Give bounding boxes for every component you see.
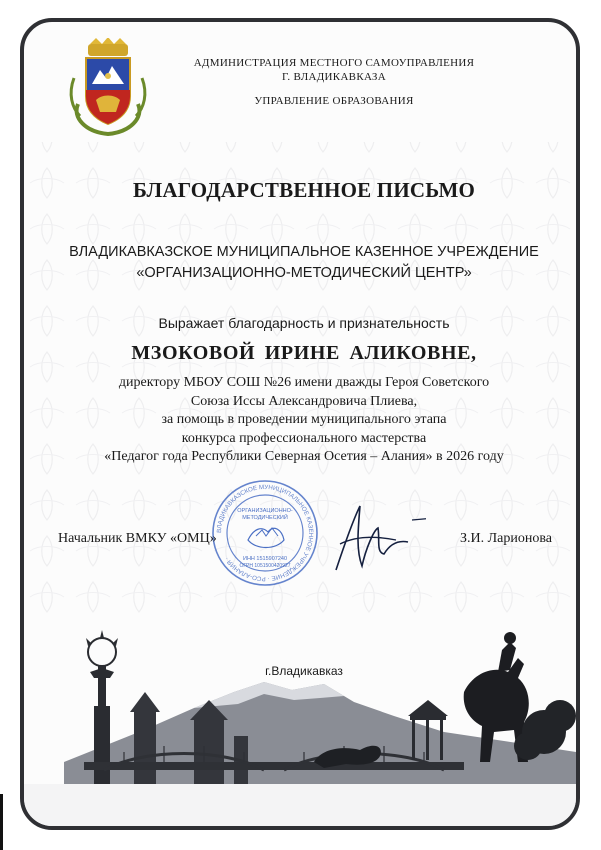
reason-line-3: за помощь в проведении муниципального этапа bbox=[161, 412, 447, 428]
document-title: БЛАГОДАРСТВЕННОЕ ПИСЬМО bbox=[132, 178, 476, 202]
reason-text bbox=[24, 374, 580, 467]
vladikavkaz-skyline-illustration bbox=[24, 612, 576, 830]
svg-text:ОРГАНИЗАЦИОННО-: ОРГАНИЗАЦИОННО- bbox=[237, 508, 293, 514]
city-coat-of-arms-icon bbox=[66, 38, 150, 138]
handwritten-signature bbox=[316, 500, 426, 580]
official-stamp bbox=[210, 478, 320, 588]
organization-line-2: «ОРГАНИЗАЦИОННО-МЕТОДИЧЕСКИЙ ЦЕНТР» bbox=[136, 265, 472, 281]
reason-line-2: Союза Иссы Александровича Плиева, bbox=[190, 393, 418, 409]
certificate-frame bbox=[20, 18, 580, 830]
issue-city: г.Владикавказ bbox=[265, 664, 343, 678]
recipient-name: МЗОКОВОЙ ИРИНЕ АЛИКОВНЕ, bbox=[131, 342, 477, 364]
issuer-header bbox=[154, 56, 514, 108]
signatory-name: З.И. Ларионова bbox=[460, 531, 552, 546]
scan-edge-mark bbox=[0, 794, 3, 850]
svg-text:МЕТОДИЧЕСКИЙ: МЕТОДИЧЕСКИЙ bbox=[242, 515, 288, 521]
reason-line-4: конкурса профессионального мастерства bbox=[181, 430, 427, 446]
reason-line-5: «Педагог года Республики Северная Осетия – Алания» в 2026 году bbox=[104, 449, 504, 465]
organization-name bbox=[24, 242, 580, 284]
organization-line-1: ВЛАДИКАВКАЗСКОЕ МУНИЦИПАЛЬНОЕ КАЗЕННОЕ УЧРЕЖДЕНИЕ bbox=[69, 244, 539, 260]
svg-text:ОГРН 1051500420927: ОГРН 1051500420927 bbox=[239, 563, 291, 569]
svg-text:ВЛАДИКАВКАЗСКОЕ МУНИЦИПАЛЬНОЕ: ВЛАДИКАВКАЗСКОЕ МУНИЦИПАЛЬНОЕ КАЗЕННОЕ УЧРЕЖДЕНИЕ · РСО-АЛАНИЯ · bbox=[215, 483, 315, 583]
issuer-department: УПРАВЛЕНИЕ ОБРАЗОВАНИЯ bbox=[254, 95, 414, 107]
svg-text:ИНН 1515907240: ИНН 1515907240 bbox=[242, 556, 288, 562]
issuer-line-2: Г. ВЛАДИКАВКАЗА bbox=[282, 71, 386, 83]
gratitude-phrase: Выражает благодарность и признательность bbox=[158, 315, 450, 331]
signatory-title: Начальник ВМКУ «ОМЦ» bbox=[58, 531, 217, 546]
issuer-line-1: АДМИНИСТРАЦИЯ МЕСТНОГО САМОУПРАВЛЕНИЯ bbox=[193, 57, 475, 69]
reason-line-1: директору МБОУ СОШ №26 имени дважды Героя Советского bbox=[118, 375, 490, 390]
